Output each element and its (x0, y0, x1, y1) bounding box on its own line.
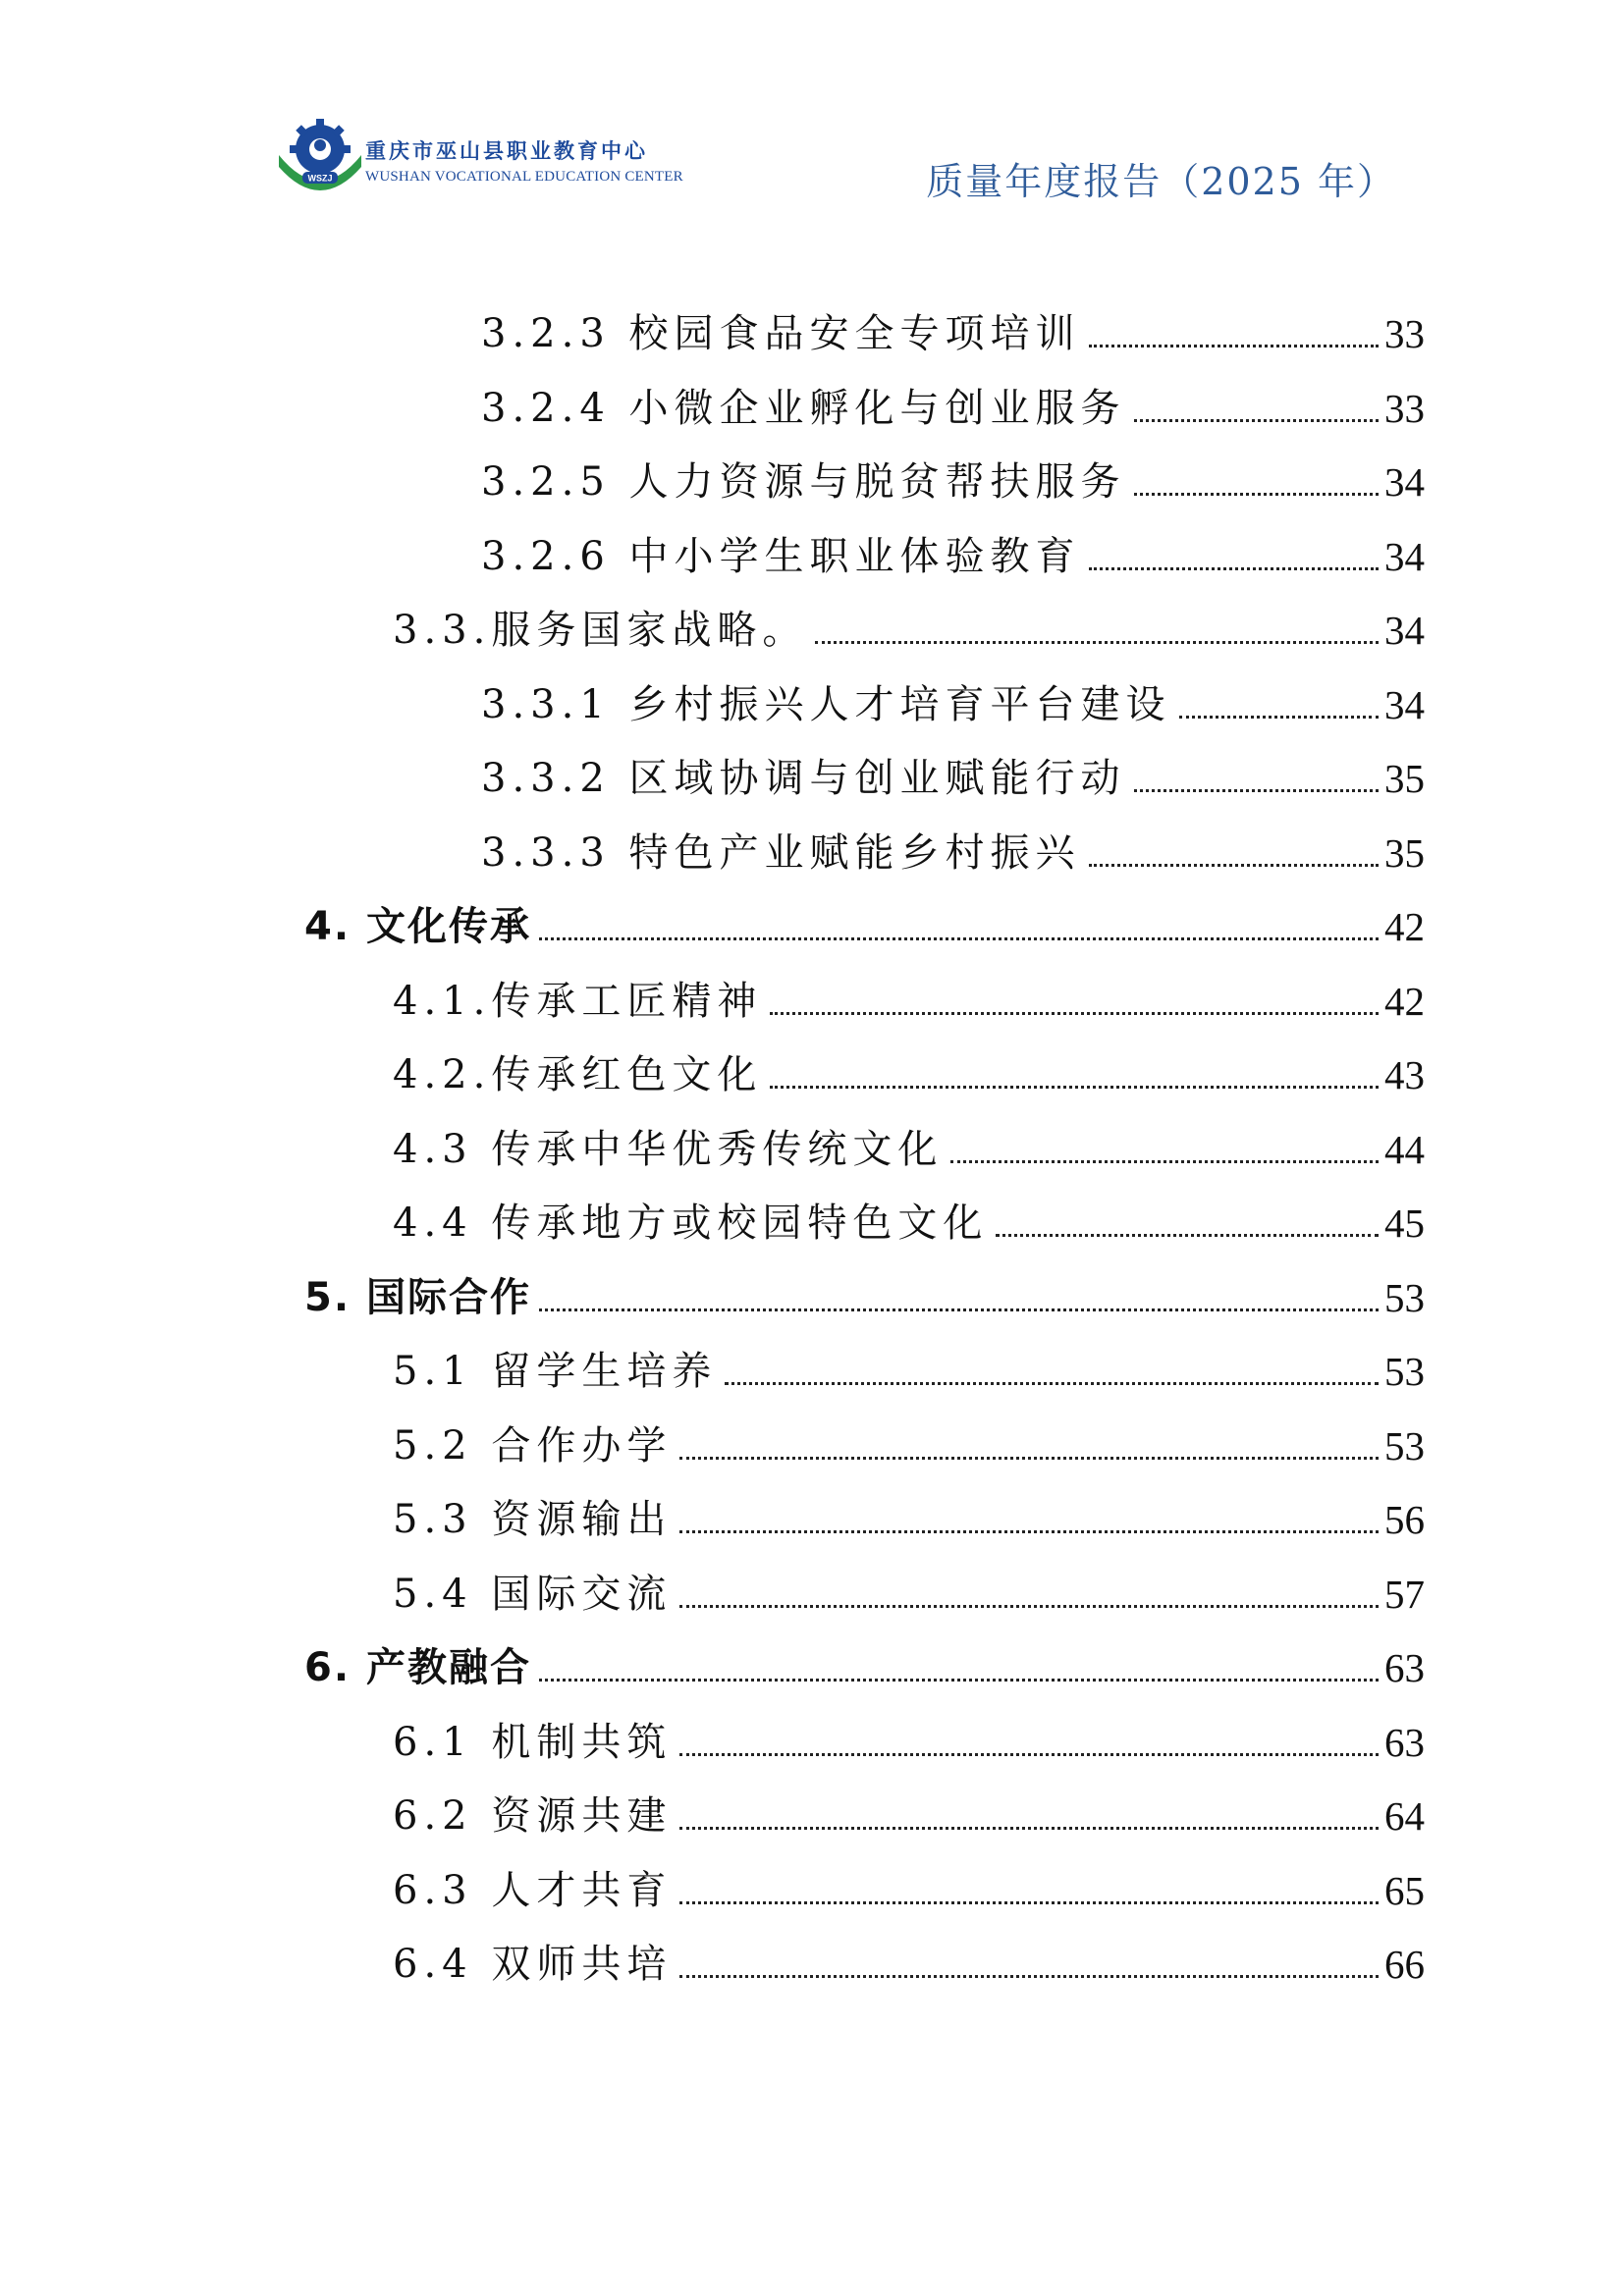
toc-entry-title: 3.2.5 人力资源与脱贫帮扶服务 (481, 459, 1126, 505)
toc-entry-title: 6.3 人才共育 (393, 1867, 673, 1913)
dot-leader (950, 1160, 1379, 1163)
toc-entry[interactable] (304, 1268, 1425, 1327)
toc-entry-page-number: 45 (1384, 1201, 1425, 1246)
toc-entry-title: 4.4 传承地方或校园特色文化 (393, 1201, 989, 1246)
toc-entry-page-number: 53 (1384, 1422, 1425, 1468)
toc-entry[interactable] (481, 453, 1425, 511)
toc-entry-page-number: 43 (1384, 1052, 1425, 1097)
dot-leader (770, 1012, 1379, 1015)
toc-entry-page-number: 44 (1384, 1126, 1425, 1172)
toc-entry-page-number: 63 (1384, 1719, 1425, 1765)
dot-leader (679, 1753, 1379, 1756)
toc-entry-page-number: 33 (1384, 385, 1425, 431)
dot-leader (679, 1975, 1379, 1978)
toc-entry[interactable] (393, 1120, 1425, 1179)
toc-entry[interactable] (393, 1194, 1425, 1253)
toc-entry-title: 5.4 国际交流 (393, 1571, 673, 1617)
toc-entry-title: 5.3 资源输出 (393, 1497, 673, 1542)
toc-entry-title: 3.3.1 乡村振兴人才培育平台建设 (481, 681, 1171, 727)
toc-entry-title: 3.3.服务国家战略。 (393, 608, 808, 653)
toc-entry-title: 4.3 传承中华优秀传统文化 (393, 1126, 944, 1172)
toc-entry-page-number: 57 (1384, 1571, 1425, 1617)
dot-leader (1089, 864, 1380, 867)
toc-entry-title: 3.2.6 中小学生职业体验教育 (481, 533, 1081, 579)
toc-entry[interactable] (481, 824, 1425, 882)
toc-entry-title: 3.3.3 特色产业赋能乡村振兴 (481, 829, 1081, 876)
dot-leader (1179, 716, 1380, 719)
toc-entry-page-number: 63 (1384, 1645, 1425, 1690)
dot-leader (539, 1308, 1379, 1311)
toc-entry-page-number: 35 (1384, 756, 1425, 801)
toc-entry-title: 5.2 合作办学 (393, 1422, 673, 1468)
toc-entry-page-number: 53 (1384, 1349, 1425, 1394)
dot-leader (679, 1605, 1379, 1608)
dot-leader (725, 1382, 1379, 1385)
toc-entry[interactable] (393, 972, 1425, 1031)
toc-entry[interactable] (481, 527, 1425, 586)
toc-entry-page-number: 33 (1384, 311, 1425, 356)
toc-entry-title: 6.2 资源共建 (393, 1793, 673, 1839)
toc-entry[interactable] (393, 1416, 1425, 1475)
toc-entry[interactable] (393, 1861, 1425, 1920)
toc-entry-page-number: 64 (1384, 1793, 1425, 1839)
toc-entry-title: 4.1.传承工匠精神 (393, 978, 763, 1024)
dot-leader (770, 1086, 1379, 1089)
gear-icon (290, 119, 351, 174)
toc-entry-page-number: 66 (1384, 1942, 1425, 1987)
toc-entry-title: 4.2.传承红色文化 (393, 1052, 763, 1097)
dot-leader (539, 1679, 1379, 1682)
toc-entry[interactable] (393, 1787, 1425, 1845)
dot-leader (1134, 789, 1380, 792)
toc-entry[interactable] (393, 1490, 1425, 1549)
toc-entry[interactable] (393, 1045, 1425, 1104)
toc-entry[interactable] (393, 1713, 1425, 1772)
toc-entry-title: 3.2.4 小微企业孵化与创业服务 (481, 385, 1126, 431)
dot-leader (679, 1827, 1379, 1830)
toc-entry[interactable] (481, 749, 1425, 808)
dot-leader (815, 641, 1379, 644)
toc-entry-page-number: 42 (1384, 978, 1425, 1024)
toc-entry-title: 6. 产教融合 (304, 1645, 531, 1690)
toc-entry-page-number: 34 (1384, 533, 1425, 579)
toc-entry[interactable] (393, 1342, 1425, 1401)
page-header (0, 0, 1624, 226)
toc-entry-page-number: 65 (1384, 1867, 1425, 1913)
toc-entry[interactable] (481, 304, 1425, 363)
toc-entry-page-number: 34 (1384, 459, 1425, 505)
toc-entry[interactable] (393, 601, 1425, 660)
toc-entry[interactable] (393, 1565, 1425, 1624)
toc-entry-title: 6.1 机制共筑 (393, 1719, 673, 1765)
dot-leader (679, 1530, 1379, 1533)
school-name-en: WUSHAN VOCATIONAL EDUCATION CENTER (365, 169, 683, 185)
toc-entry[interactable] (481, 379, 1425, 438)
toc-entry[interactable] (481, 675, 1425, 734)
logo-text: WSZJ (307, 173, 333, 184)
toc-entry-page-number: 42 (1384, 904, 1425, 949)
toc-entry-page-number: 53 (1384, 1274, 1425, 1320)
dot-leader (1089, 345, 1380, 347)
report-title: 质量年度报告（2025 年） (926, 160, 1396, 203)
toc-entry-page-number: 34 (1384, 681, 1425, 727)
dot-leader (679, 1457, 1379, 1460)
toc-entry-title: 3.2.3 校园食品安全专项培训 (481, 311, 1081, 356)
dot-leader (1134, 493, 1380, 496)
toc-entry-page-number: 35 (1384, 829, 1425, 876)
dot-leader (1089, 567, 1380, 570)
dot-leader (1134, 419, 1380, 422)
toc-entry-title: 4. 文化传承 (304, 904, 531, 949)
toc-entry[interactable] (304, 897, 1425, 956)
toc-entry-page-number: 56 (1384, 1497, 1425, 1542)
toc-entry[interactable] (393, 1935, 1425, 1994)
dot-leader (679, 1901, 1379, 1904)
toc-entry-title: 3.3.2 区域协调与创业赋能行动 (481, 756, 1126, 801)
toc-entry-title: 5. 国际合作 (304, 1274, 531, 1320)
toc-entry-title: 5.1 留学生培养 (393, 1349, 718, 1394)
toc-entry-page-number: 34 (1384, 608, 1425, 653)
dot-leader (539, 937, 1379, 940)
school-logo (273, 116, 367, 200)
dot-leader (996, 1234, 1379, 1237)
toc-entry-title: 6.4 双师共培 (393, 1942, 673, 1987)
school-name-cn: 重庆市巫山县职业教育中心 (365, 139, 648, 163)
toc-entry[interactable] (304, 1638, 1425, 1697)
